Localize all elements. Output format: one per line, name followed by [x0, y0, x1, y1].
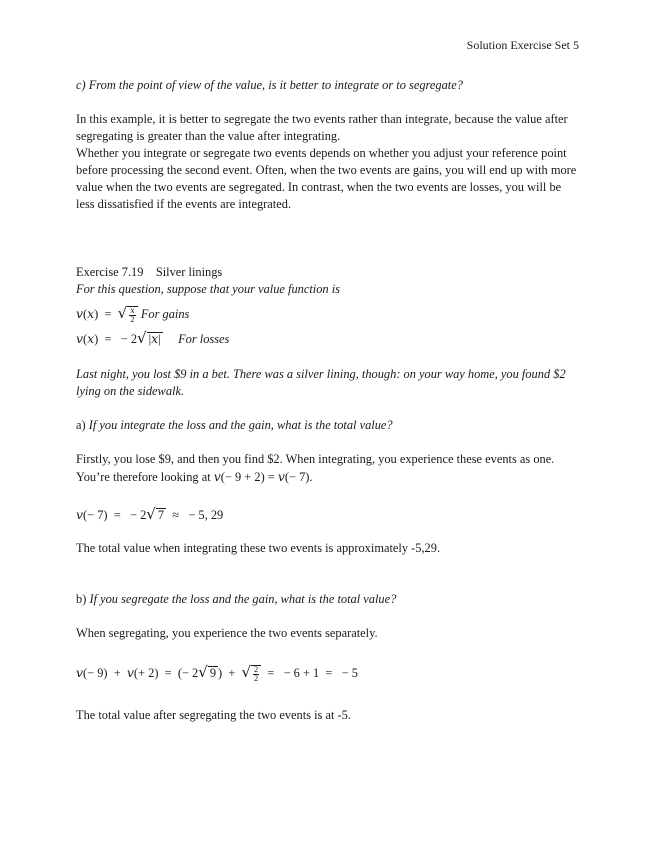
part-c-question: c) From the point of view of the value, is it better to integrate or to segregate? [76, 78, 463, 92]
part-a-question-text: If you integrate the loss and the gain, what is the total value? [88, 418, 393, 432]
part-a-conclusion: The total value when integrating these two events is approximately -5,29. [76, 541, 441, 555]
formula-integrated: v(− 7) = − 2√ 7 ≈ − 5, 29 [76, 505, 224, 523]
exercise-title: Exercise 7.19 Silver linings [76, 265, 223, 279]
part-b-question-text: If you segregate the loss and the gain, what is the total value? [89, 592, 397, 606]
part-a-answer-text: Firstly, you lose $9, and then you find $2. When integrating, you experience these events as one. You’re therefore looking at [76, 452, 555, 484]
exercise-intro: For this question, suppose that your value function is [76, 282, 340, 296]
part-b-prefix: b) [76, 592, 87, 606]
part-c-answer-p2: Whether you integrate or segregate two events depends on whether you adjust your reference point before processing the second event. Often, when the two events are gains, you will end up with more value when the two events are segregated. In contrast, when the two events are losses, you will be less dissatisfied if the events are integrated. [76, 146, 577, 211]
part-a-inline-formula: v [213, 469, 221, 484]
part-a-prefix: a) [76, 418, 86, 432]
losses-label: For losses [178, 332, 230, 346]
gains-label: For gains [140, 307, 190, 321]
part-b-answer: When segregating, you experience the two events separately. [76, 626, 378, 640]
formula-losses: v(x) = − 2√ |x| For losses [76, 329, 230, 347]
part-a-question [76, 417, 581, 434]
part-b-conclusion: The total value after segregating the two events is at -5. [76, 708, 351, 722]
formula-gains: v(x) = √ $\frac{x}{2}$ For gains [76, 304, 190, 324]
exercise-scenario: Last night, you lost $9 in a bet. There was a silver lining, though: on your way home, you found $2 lying on the sidewalk. [76, 367, 566, 398]
page-header: Solution Exercise Set 5 [466, 38, 579, 52]
part-a-answer: Firstly, you lose $9, and then you find $2. When integrating, you experience these events as one. You’re therefore looking at v(− 9 + 2) = v(− 7). [76, 452, 555, 484]
part-b-question [76, 591, 581, 608]
formula-segregated: v(− 9) + v(+ 2) = (− 2√ 9 ) + √ $\frac{2}{2}$ = − 6 + 1 = − 5 [76, 663, 358, 683]
part-c-answer-p1: In this example, it is better to segregate the two events rather than integrate, because the value after segregating is greater than the value after integrating. [76, 112, 568, 143]
